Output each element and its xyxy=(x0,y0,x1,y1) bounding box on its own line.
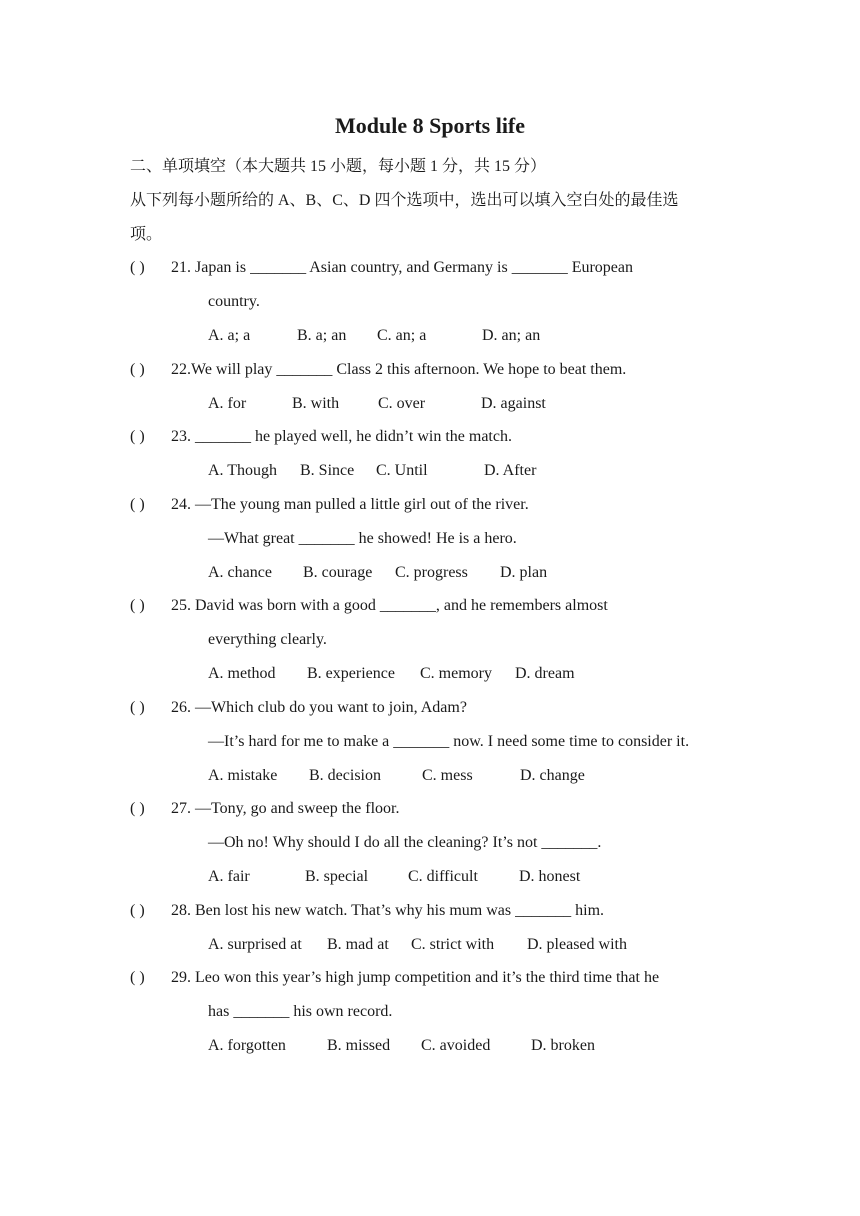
question-24-continuation: —What great _______ he showed! He is a hero. xyxy=(208,530,517,547)
option-a: A. forgotten xyxy=(208,1037,286,1054)
option-c: C. difficult xyxy=(408,868,478,885)
question-22-text: 22.We will play _______ Class 2 this afternoon. We hope to beat them. xyxy=(171,361,627,378)
answer-blank-22[interactable]: ( ) xyxy=(130,361,145,378)
option-b: B. with xyxy=(292,395,340,412)
option-a: A. for xyxy=(208,395,247,412)
question-24-text: 24. —The young man pulled a little girl out of the river. xyxy=(171,496,529,513)
question-27-text: 27. —Tony, go and sweep the floor. xyxy=(171,800,400,817)
option-b: B. special xyxy=(305,868,369,885)
page-title: Module 8 Sports life xyxy=(334,113,526,138)
answer-blank-25[interactable]: ( ) xyxy=(130,597,145,614)
question-29-continuation: has _______ his own record. xyxy=(208,1003,393,1020)
option-c: C. progress xyxy=(395,564,468,581)
option-d: D. honest xyxy=(519,868,581,885)
question-26-text: 26. —Which club do you want to join, Adam? xyxy=(171,699,467,716)
option-c: C. strict with xyxy=(411,936,495,953)
instruction-line-2: 项。 xyxy=(130,226,163,243)
option-a: A. fair xyxy=(208,868,250,885)
question-21-continuation: country. xyxy=(208,293,260,310)
option-d: D. After xyxy=(484,462,537,479)
option-c: C. avoided xyxy=(421,1037,491,1054)
option-b: B. mad at xyxy=(327,936,389,953)
question-28-text: 28. Ben lost his new watch. That’s why his mum was _______ him. xyxy=(171,902,605,919)
option-c: C. mess xyxy=(422,767,473,784)
option-c: C. Until xyxy=(376,462,428,479)
option-d: D. plan xyxy=(500,564,548,581)
option-d: D. dream xyxy=(515,665,575,682)
option-b: B. decision xyxy=(309,767,381,784)
option-a: A. method xyxy=(208,665,276,682)
option-b: B. missed xyxy=(327,1037,391,1054)
option-d: D. pleased with xyxy=(527,936,627,953)
option-c: C. an; a xyxy=(377,327,427,344)
question-23-text: 23. _______ he played well, he didn’t win the match. xyxy=(171,428,512,445)
answer-blank-27[interactable]: ( ) xyxy=(130,800,145,817)
option-d: D. against xyxy=(481,395,546,412)
answer-blank-21[interactable]: ( ) xyxy=(130,259,145,276)
answer-blank-26[interactable]: ( ) xyxy=(130,699,145,716)
option-b: B. experience xyxy=(307,665,395,682)
answer-blank-24[interactable]: ( ) xyxy=(130,496,145,513)
answer-blank-23[interactable]: ( ) xyxy=(130,428,145,445)
section-heading: 二、单项填空（本大题共 15 小题，每小题 1 分，共 15 分） xyxy=(130,158,547,175)
instruction-line-1: 从下列每小题所给的 A、B、C、D 四个选项中，选出可以填入空白处的最佳选 xyxy=(130,192,679,209)
option-a: A. mistake xyxy=(208,767,278,784)
option-d: D. broken xyxy=(531,1037,595,1054)
option-a: A. surprised at xyxy=(208,936,302,953)
question-25-continuation: everything clearly. xyxy=(208,631,327,648)
option-c: C. memory xyxy=(420,665,492,682)
question-21-text: 21. Japan is _______ Asian country, and Germany is _______ European xyxy=(171,259,633,276)
option-b: B. Since xyxy=(300,462,355,479)
option-d: D. change xyxy=(520,767,585,784)
option-a: A. Though xyxy=(208,462,278,479)
option-a: A. chance xyxy=(208,564,272,581)
question-25-text: 25. David was born with a good _______, and he remembers almost xyxy=(171,597,608,614)
option-b: B. courage xyxy=(303,564,373,581)
answer-blank-29[interactable]: ( ) xyxy=(130,969,145,986)
question-27-continuation: —Oh no! Why should I do all the cleaning? It’s not _______. xyxy=(208,834,602,851)
answer-blank-28[interactable]: ( ) xyxy=(130,902,145,919)
option-b: B. a; an xyxy=(297,327,347,344)
question-26-continuation: —It’s hard for me to make a _______ now. I need some time to consider it. xyxy=(208,733,690,750)
option-c: C. over xyxy=(378,395,426,412)
question-29-text: 29. Leo won this year’s high jump competition and it’s the third time that he xyxy=(171,969,660,986)
option-a: A. a; a xyxy=(208,327,251,344)
option-d: D. an; an xyxy=(482,327,541,344)
